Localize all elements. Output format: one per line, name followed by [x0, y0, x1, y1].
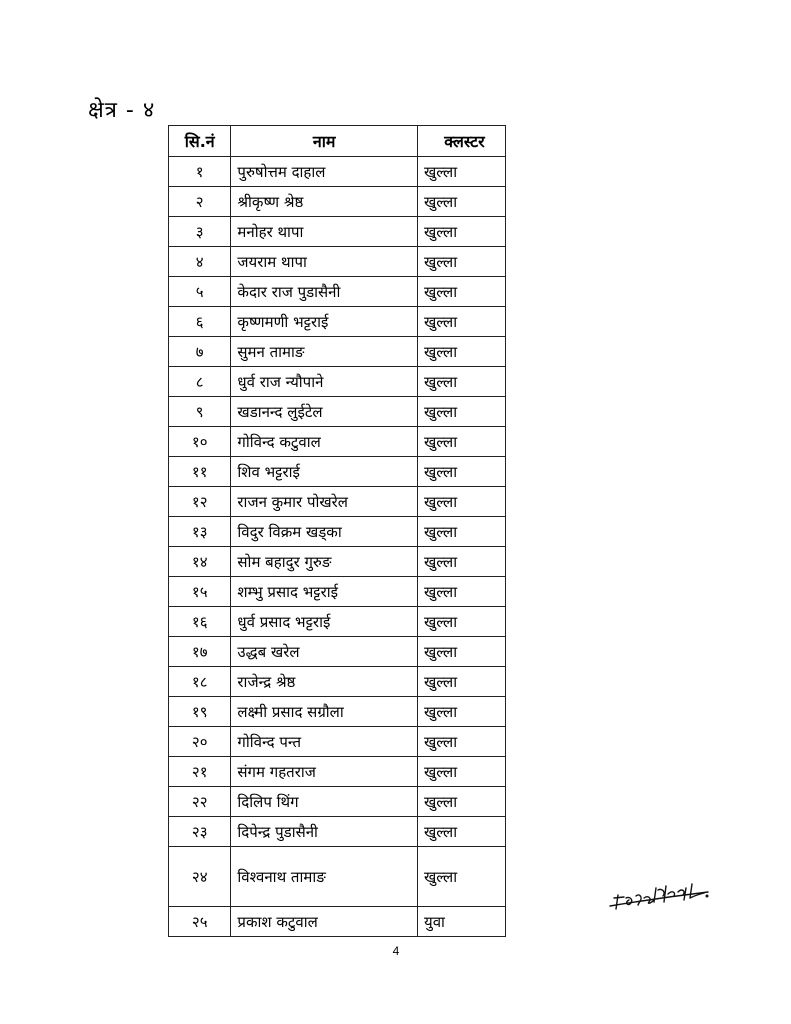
- cell-cluster: खुल्ला: [418, 697, 506, 727]
- cell-name: केदार राज पुडासैनी: [231, 277, 418, 307]
- table-row: [169, 577, 506, 607]
- cell-cluster: खुल्ला: [418, 457, 506, 487]
- cell-cluster: खुल्ला: [418, 397, 506, 427]
- cell-name: उद्धब खरेल: [231, 637, 418, 667]
- header-name: नाम: [231, 126, 418, 157]
- cell-name: सुमन तामाङ: [231, 337, 418, 367]
- cell-cluster: खुल्ला: [418, 577, 506, 607]
- cell-cluster: खुल्ला: [418, 817, 506, 847]
- cell-name: खडानन्द लुईटेल: [231, 397, 418, 427]
- cell-name: प्रकाश कटुवाल: [231, 907, 418, 937]
- cell-cluster: खुल्ला: [418, 517, 506, 547]
- cell-serial-number: १७: [169, 637, 231, 667]
- table-header-row: [169, 126, 506, 157]
- cell-name: पुरुषोत्तम दाहाल: [231, 157, 418, 187]
- cell-name: धुर्व राज न्यौपाने: [231, 367, 418, 397]
- cell-name: दिलिप थिंग: [231, 787, 418, 817]
- table-row: [169, 607, 506, 637]
- cell-serial-number: २२: [169, 787, 231, 817]
- cell-name: सोम बहादुर गुरुङ: [231, 547, 418, 577]
- table-row: [169, 517, 506, 547]
- cell-cluster: खुल्ला: [418, 487, 506, 517]
- table-row: [169, 427, 506, 457]
- cell-serial-number: २५: [169, 907, 231, 937]
- table-row: [169, 397, 506, 427]
- cell-serial-number: १४: [169, 547, 231, 577]
- cell-name: राजेन्द्र श्रेष्ठ: [231, 667, 418, 697]
- table-row: [169, 367, 506, 397]
- cell-cluster: खुल्ला: [418, 427, 506, 457]
- table-row: [169, 787, 506, 817]
- cell-serial-number: २०: [169, 727, 231, 757]
- table-row: [169, 817, 506, 847]
- table-row: [169, 457, 506, 487]
- header-serial-number: सि.नं: [169, 126, 231, 157]
- cell-serial-number: ७: [169, 337, 231, 367]
- table-row: [169, 697, 506, 727]
- cell-serial-number: ११: [169, 457, 231, 487]
- table-row: [169, 277, 506, 307]
- cell-serial-number: १०: [169, 427, 231, 457]
- cell-serial-number: १९: [169, 697, 231, 727]
- cell-cluster: खुल्ला: [418, 307, 506, 337]
- header-cluster: क्लस्टर: [418, 126, 506, 157]
- cell-name: धुर्व प्रसाद भट्टराई: [231, 607, 418, 637]
- table-row: [169, 757, 506, 787]
- cell-cluster: खुल्ला: [418, 367, 506, 397]
- cell-serial-number: ९: [169, 397, 231, 427]
- cell-serial-number: २४: [169, 847, 231, 907]
- table-row: [169, 187, 506, 217]
- cell-serial-number: २१: [169, 757, 231, 787]
- cell-name: गोविन्द कटुवाल: [231, 427, 418, 457]
- table-row: [169, 667, 506, 697]
- cell-serial-number: ८: [169, 367, 231, 397]
- cell-name: गोविन्द पन्त: [231, 727, 418, 757]
- table-row: [169, 307, 506, 337]
- table-row: [169, 727, 506, 757]
- cell-name: राजन कुमार पोखरेल: [231, 487, 418, 517]
- region-title: क्षेत्र - ४: [88, 98, 156, 123]
- cell-serial-number: ५: [169, 277, 231, 307]
- cell-serial-number: १: [169, 157, 231, 187]
- cell-cluster: खुल्ला: [418, 637, 506, 667]
- cell-name: विदुर विक्रम खड्का: [231, 517, 418, 547]
- cell-cluster: खुल्ला: [418, 547, 506, 577]
- table-row: [169, 907, 506, 937]
- cell-serial-number: १५: [169, 577, 231, 607]
- cell-serial-number: १२: [169, 487, 231, 517]
- cell-cluster: खुल्ला: [418, 757, 506, 787]
- cell-serial-number: ६: [169, 307, 231, 337]
- cell-cluster: खुल्ला: [418, 157, 506, 187]
- cell-serial-number: १३: [169, 517, 231, 547]
- cell-name: शिव भट्टराई: [231, 457, 418, 487]
- page-number: 4: [392, 944, 400, 958]
- cell-cluster: खुल्ला: [418, 337, 506, 367]
- cell-name: विश्वनाथ तामाङ: [231, 847, 418, 907]
- cell-serial-number: ३: [169, 217, 231, 247]
- cell-name: संगम गहतराज: [231, 757, 418, 787]
- cell-cluster: खुल्ला: [418, 787, 506, 817]
- table-body: [169, 157, 506, 937]
- roster-table: [168, 125, 506, 937]
- cell-name: जयराम थापा: [231, 247, 418, 277]
- cell-cluster: खुल्ला: [418, 727, 506, 757]
- table-row: [169, 247, 506, 277]
- table-row: [169, 217, 506, 247]
- cell-cluster: खुल्ला: [418, 277, 506, 307]
- cell-serial-number: २३: [169, 817, 231, 847]
- cell-cluster: खुल्ला: [418, 247, 506, 277]
- table-row: [169, 157, 506, 187]
- cell-cluster: खुल्ला: [418, 667, 506, 697]
- cell-cluster: खुल्ला: [418, 847, 506, 907]
- cell-cluster: खुल्ला: [418, 217, 506, 247]
- table-row: [169, 847, 506, 907]
- table-row: [169, 547, 506, 577]
- cell-cluster: युवा: [418, 907, 506, 937]
- cell-serial-number: १८: [169, 667, 231, 697]
- signature-icon: [608, 876, 712, 916]
- table-row: [169, 487, 506, 517]
- cell-name: मनोहर थापा: [231, 217, 418, 247]
- cell-name: कृष्णमणी भट्टराई: [231, 307, 418, 337]
- cell-name: दिपेन्द्र पुडासैनी: [231, 817, 418, 847]
- cell-serial-number: २: [169, 187, 231, 217]
- table-row: [169, 637, 506, 667]
- cell-serial-number: १६: [169, 607, 231, 637]
- cell-serial-number: ४: [169, 247, 231, 277]
- cell-cluster: खुल्ला: [418, 187, 506, 217]
- cell-name: शम्भु प्रसाद भट्टराई: [231, 577, 418, 607]
- table-row: [169, 337, 506, 367]
- cell-name: लक्ष्मी प्रसाद सग्रौला: [231, 697, 418, 727]
- cell-name: श्रीकृष्ण श्रेष्ठ: [231, 187, 418, 217]
- cell-cluster: खुल्ला: [418, 607, 506, 637]
